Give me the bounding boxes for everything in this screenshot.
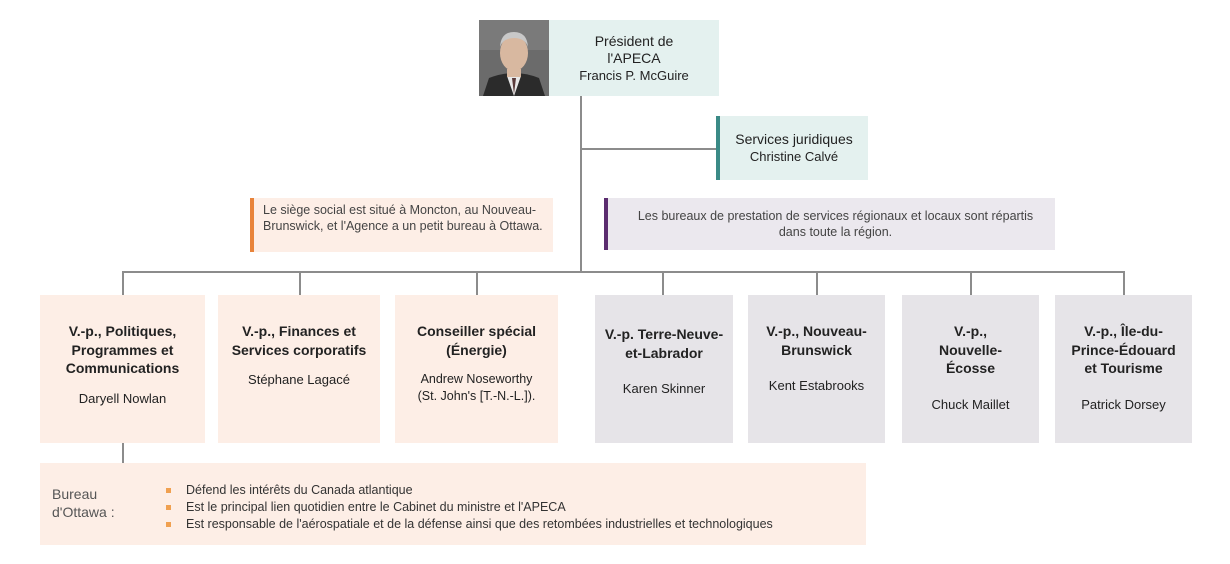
vp-title: Conseiller spécial (Énergie) xyxy=(416,323,537,358)
vp-box-policy xyxy=(40,295,205,443)
vp-box-finance xyxy=(218,295,380,443)
connector-vp2 xyxy=(299,271,301,295)
legal-services-box xyxy=(716,116,868,180)
vp-box-nova-scotia xyxy=(902,295,1039,443)
vp-box-energy-advisor xyxy=(395,295,558,443)
vp-name: Chuck Maillet xyxy=(931,396,1010,412)
connector-president-down xyxy=(580,96,582,272)
vp-name: Andrew Noseworthy (St. John's [T.-N.-L.]). xyxy=(417,372,536,403)
connector-legal xyxy=(580,148,717,150)
vp-name: Stéphane Lagacé xyxy=(248,372,350,387)
ottawa-responsibilities-list xyxy=(166,482,773,533)
connector-ottawa xyxy=(122,443,124,463)
connector-horizontal-bus xyxy=(122,271,1125,273)
vp-box-newfoundland xyxy=(595,295,733,443)
vp-name: Daryell Nowlan xyxy=(78,390,167,406)
connector-vp1 xyxy=(122,271,124,295)
connector-vp5 xyxy=(816,271,818,295)
vp-name: Karen Skinner xyxy=(622,381,706,396)
ottawa-label: Bureau d'Ottawa : xyxy=(52,486,115,520)
vp-title: V.-p. Terre-Neuve-et-Labrador xyxy=(604,326,724,361)
connector-vp7 xyxy=(1123,271,1125,295)
president-box xyxy=(549,20,719,96)
regional-offices-note: Les bureaux de prestation de services régionaux et locaux sont répartis dans toute la région. xyxy=(604,198,1055,250)
list-item: Est responsable de l'aérospatiale et de la défense ainsi que des retombées industrielles et technologiques xyxy=(166,516,773,533)
president-title: Président de l'APECA xyxy=(594,32,674,66)
vp-title: V.-p., Nouveau-Brunswick xyxy=(766,323,867,358)
president-photo xyxy=(479,20,549,96)
vp-name: Patrick Dorsey xyxy=(1081,396,1166,412)
head-office-note: Le siège social est situé à Moncton, au Nouveau-Brunswick, et l'Agence a un petit bureau à Ottawa. xyxy=(250,198,553,252)
vp-box-new-brunswick xyxy=(748,295,885,443)
connector-vp6 xyxy=(970,271,972,295)
vp-title: V.-p., Nouvelle-Écosse xyxy=(938,323,1002,376)
vp-title: V.-p., Politiques, Programmes et Communications xyxy=(65,323,180,376)
ottawa-office-box xyxy=(40,463,866,545)
list-item: Défend les intérêts du Canada atlantique xyxy=(166,482,773,499)
president-name: Francis P. McGuire xyxy=(579,67,689,83)
connector-vp3 xyxy=(476,271,478,295)
vp-name: Kent Estabrooks xyxy=(768,378,865,393)
list-item: Est le principal lien quotidien entre le Cabinet du ministre et l'APECA xyxy=(166,499,773,516)
vp-title: V.-p., Île-du-Prince-Édouard et Tourisme xyxy=(1071,323,1176,376)
legal-name: Christine Calvé xyxy=(749,149,839,164)
vp-box-pei xyxy=(1055,295,1192,443)
connector-vp4 xyxy=(662,271,664,295)
legal-title: Services juridiques xyxy=(735,131,853,147)
vp-title: V.-p., Finances et Services corporatifs xyxy=(231,323,367,358)
